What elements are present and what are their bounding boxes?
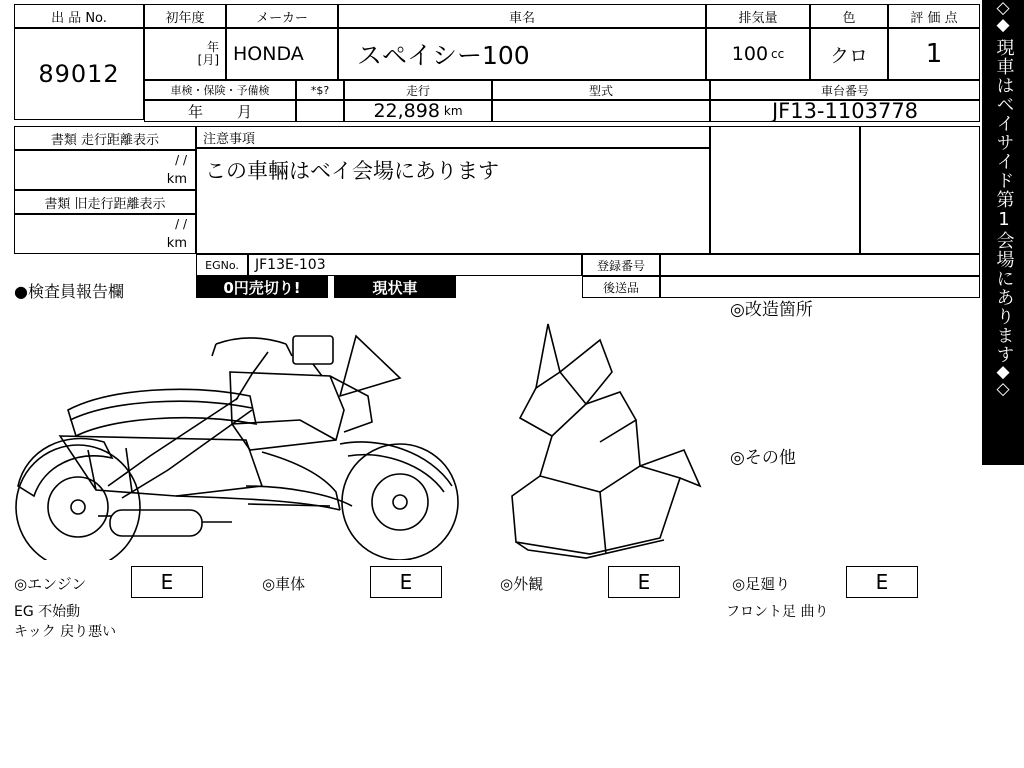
- color-label: 色: [810, 4, 888, 28]
- first-year-unit-month: [月]: [197, 53, 219, 67]
- rating-value-appearance: E: [608, 566, 680, 598]
- other-label: ◎その他: [730, 448, 796, 468]
- mileage-number: 22,898: [373, 100, 440, 122]
- banner-diamond-filled-bottom: ◆: [996, 362, 1010, 382]
- type-label: 型式: [492, 80, 710, 100]
- displacement-unit: cc: [771, 47, 785, 61]
- rating-value-body: E: [370, 566, 442, 598]
- chassis-value: JF13-1103778: [710, 100, 980, 122]
- model-value: スペイシー100: [338, 28, 706, 80]
- modified-parts-label: ◎改造箇所: [730, 300, 813, 320]
- mileage-unit: km: [443, 104, 463, 118]
- eg-no-value: JF13E-103: [248, 254, 582, 276]
- kick-note: キック 戻り悪い: [14, 624, 117, 640]
- vehicle-diagram: [0, 300, 760, 560]
- rating-label-suspension: ◎足廻り: [732, 575, 791, 593]
- type-value: [492, 100, 710, 122]
- displacement-number: 100: [731, 43, 769, 65]
- grade-value: 1: [888, 28, 980, 80]
- venue-banner: [982, 0, 1024, 465]
- doc-old-mileage-label: 書類 旧走行距離表示: [14, 190, 196, 214]
- zero-yen-bar: 0円売切り!: [196, 276, 328, 298]
- doc-old-mileage-unit: km: [166, 236, 187, 251]
- chassis-label: 車台番号: [710, 80, 980, 100]
- notes-label: 注意事項: [196, 126, 710, 148]
- doc-mileage-value: [14, 150, 196, 190]
- as-is-bar: 現状車: [334, 276, 456, 298]
- inspector-report-title: ●検査員報告欄: [14, 282, 124, 301]
- doc-mileage-slashes: / /: [175, 153, 187, 167]
- first-year-label: 初年度: [144, 4, 226, 28]
- inspection-year: 年: [187, 102, 203, 121]
- star-label: *$?: [296, 80, 344, 100]
- rating-label-body: ◎車体: [262, 575, 306, 593]
- doc-mileage-unit: km: [166, 172, 187, 187]
- lot-number-label: 出 品 No.: [14, 4, 144, 28]
- color-value: クロ: [810, 28, 888, 80]
- rating-value-engine: E: [131, 566, 203, 598]
- first-year-value: [144, 28, 226, 80]
- displacement-label: 排気量: [706, 4, 810, 28]
- doc-old-mileage-value: [14, 214, 196, 254]
- notes-extra-col-1: [710, 126, 860, 254]
- suspension-note: フロント足 曲り: [726, 604, 829, 620]
- doc-mileage-label: 書類 走行距離表示: [14, 126, 196, 150]
- inspection-label: 車検・保険・予備検: [144, 80, 296, 100]
- eg-no-label: EGNo.: [196, 254, 248, 276]
- displacement-value: [706, 28, 810, 80]
- registration-value: [660, 254, 980, 276]
- rating-label-appearance: ◎外観: [500, 575, 544, 593]
- rating-value-suspension: E: [846, 566, 918, 598]
- notes-text: この車輛はベイ会場にあります: [196, 148, 710, 254]
- shipping-value: [660, 276, 980, 298]
- first-year-unit-year: 年: [206, 39, 219, 54]
- model-label: 車名: [338, 4, 706, 28]
- inspection-month: 月: [237, 102, 253, 121]
- notes-extra-col-2: [860, 126, 980, 254]
- banner-diamond-outline-bottom: ◇: [996, 379, 1010, 399]
- inspection-value: [144, 100, 296, 122]
- maker-value: HONDA: [226, 28, 338, 80]
- grade-label: 評 価 点: [888, 4, 980, 28]
- star-value: [296, 100, 344, 122]
- maker-label: メーカー: [226, 4, 338, 28]
- banner-diamond-filled-top: ◆: [996, 15, 1010, 35]
- mileage-value: [344, 100, 492, 122]
- banner-text: 現車はベイサイド第1会場にあります: [993, 38, 1015, 364]
- banner-diamond-outline-top: ◇: [996, 0, 1010, 18]
- lot-number-value: 89012: [14, 28, 144, 120]
- registration-label: 登録番号: [582, 254, 660, 276]
- mileage-label: 走行: [344, 80, 492, 100]
- doc-old-mileage-slashes: / /: [175, 217, 187, 231]
- rating-label-engine: ◎エンジン: [14, 575, 87, 593]
- shipping-label: 後送品: [582, 276, 660, 298]
- engine-note: EG 不始動: [14, 604, 81, 620]
